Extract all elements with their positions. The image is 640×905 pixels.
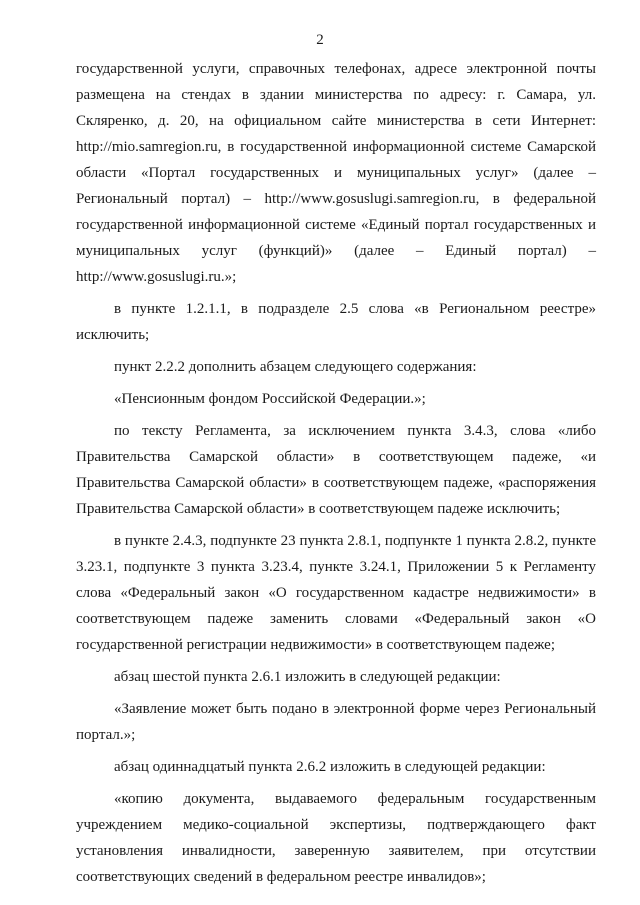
paragraph: абзац одиннадцатый пункта 2.6.2 изложить в следующей редакции: [114, 759, 546, 775]
page-number: 2 [316, 32, 324, 48]
paragraph: по тексту Регламента, за исключением пункта 3.4.3, слова «либо Правительства Самарской области» в соответствующем падеже, «и Правительства Самарской области» в соответствующем падеже, «распоряжения Правительства Самарской области» в соответствующем падеже исключить; [76, 423, 596, 517]
paragraph: «копию документа, выдаваемого федеральным государственным учреждением медико-социальной экспертизы, подтверждающего факт установления инвалидности, заверенную заявителем, при отсутствии соответствующих сведений в федеральном реестре инвалидов»; [76, 791, 596, 885]
paragraph: в пункте 1.2.1.1, в подразделе 2.5 слова «в Региональном реестре» исключить; [76, 301, 596, 343]
paragraph: «Заявление может быть подано в электронной форме через Региональный портал.»; [76, 701, 596, 743]
paragraph: абзац шестой пункта 2.6.1 изложить в следующей редакции: [114, 669, 501, 685]
paragraph: пункт 2.2.2 дополнить абзацем следующего содержания: [114, 359, 477, 375]
document-body [76, 56, 596, 896]
paragraph: в пункте 2.4.3, подпункте 23 пункта 2.8.1, подпункте 1 пункта 2.8.2, пункте 3.23.1, подпункте 3 пункта 3.23.4, пункте 3.24.1, Приложении 5 к Регламенту слова «Федеральный закон «О государственном кадастре недвижимости» в соответствующем падеже заменить словами «Федеральный закон «О государственной регистрации недвижимости» в соответствующем падеже; [76, 533, 596, 653]
paragraph-continued: государственной услуги, справочных телефонах, адресе электронной почты размещена на стендах в здании министерства по адресу: г. Самара, ул. Скляренко, д. 20, на официальном сайте министерства в сети Интернет: http://mio.samregion.ru, в государственной информационной системе Самарской области «Портал государственных и муниципальных услуг» (далее – Региональный портал) – http://www.gosuslugi.samregion.ru, в федеральной государственной информационной системе «Единый портал государственных и муниципальных услуг (функций)» (далее – Единый портал) – http://www.gosuslugi.ru.»; [76, 61, 596, 285]
paragraph: «Пенсионным фондом Российской Федерации.»; [114, 391, 426, 407]
